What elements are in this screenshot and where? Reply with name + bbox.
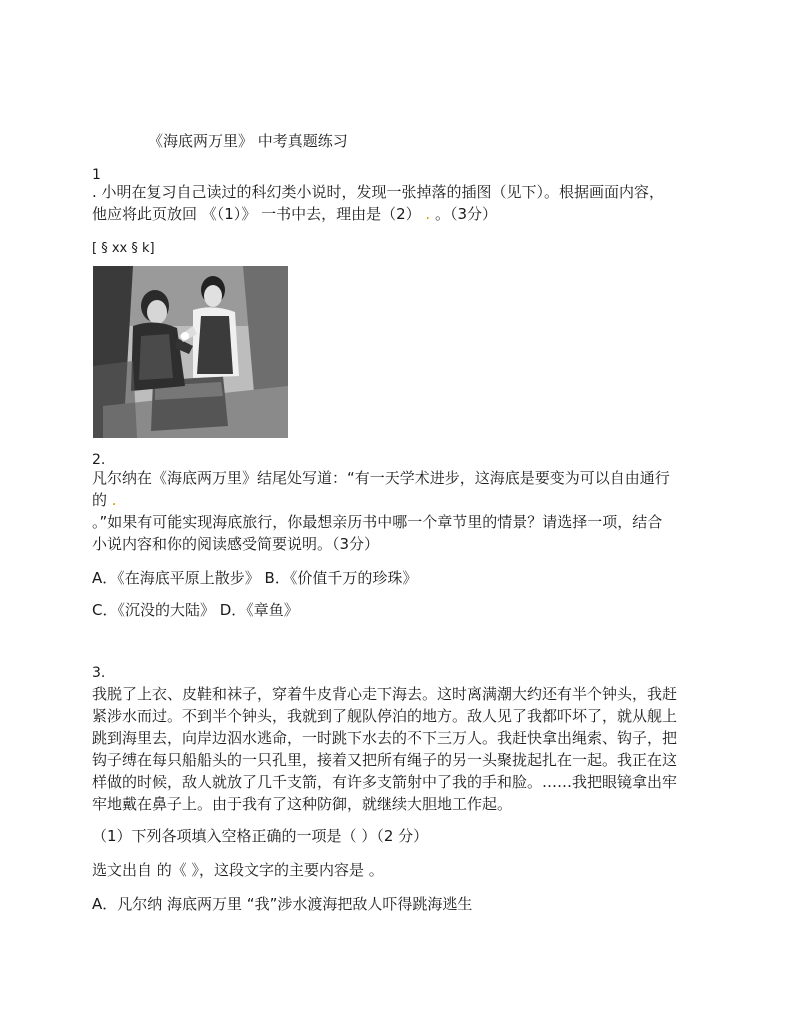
question-2-text-line-4: 小说内容和你的阅读感受简要说明。（3分） bbox=[92, 535, 380, 553]
document-title: 《海底两万里》 中考真题练习 bbox=[148, 132, 348, 150]
sub-question-1: （1）下列各项填入空格正确的一项是（ ）（2 分） bbox=[92, 827, 429, 845]
emphasis-dot: . bbox=[107, 491, 117, 509]
question-1-score: 。（3分） bbox=[430, 205, 497, 223]
question-2-text-line-1: 凡尔纳在《海底两万里》结尾处写道：“有一天学术进步，这海底是要变为可以自由通行 bbox=[92, 469, 670, 487]
engraving-image bbox=[93, 266, 288, 438]
source-tag: [ § xx § k] bbox=[92, 241, 155, 256]
emphasis-dot: . bbox=[420, 205, 431, 223]
passage-line-4: 钩子缚在每只船船头的一只孔里，接着又把所有绳子的另一头聚拢起扎在一起。我正在这 bbox=[92, 751, 678, 769]
question-2-text-line-2 bbox=[92, 489, 117, 511]
fill-blank-line: 选文出自 的《 》，这段文字的主要内容是 。 bbox=[92, 861, 384, 879]
sub-question-1-option-a: A．凡尔纳 海底两万里 “我”涉水渡海把敌人吓得跳海逃生 bbox=[92, 895, 473, 913]
passage-line-5: 样做的时候，敌人就放了几千支箭，有许多支箭射中了我的手和脸。……我把眼镜拿出牢 bbox=[92, 773, 678, 791]
passage-line-3: 跳到海里去，向岸边泅水逃命，一时跳下水去的不下三万人。我赶快拿出绳索、钩子，把 bbox=[92, 729, 678, 747]
question-1-number: 1 bbox=[92, 167, 101, 183]
question-2-text-line-2-main: 的 bbox=[92, 491, 108, 509]
question-3-number: 3. bbox=[92, 665, 106, 681]
question-2-options-ab: A．《在海底平原上散步》 B．《价值千万的珍珠》 bbox=[92, 569, 418, 587]
book-illustration bbox=[93, 266, 288, 438]
question-2-text-line-3: 。”如果有可能实现海底旅行，你最想亲历书中哪一个章节里的情景？请选择一项，结合 bbox=[92, 513, 663, 531]
question-2-options-cd: C．《沉没的大陆》 D．《章鱼》 bbox=[92, 601, 299, 619]
question-1-text-line-2 bbox=[92, 203, 497, 225]
question-2-number: 2. bbox=[92, 452, 106, 468]
passage-line-2: 紧涉水而过。不到半个钟头，我就到了舰队停泊的地方。敌人见了我都吓坏了，就从舰上 bbox=[92, 707, 678, 725]
passage-line-6: 牢地戴在鼻子上。由于我有了这种防御，就继续大胆地工作起。 bbox=[92, 795, 513, 813]
passage-line-1: 我脱了上衣、皮鞋和袜子，穿着牛皮背心走下海去。这时离满潮大约还有半个钟头，我赶 bbox=[92, 685, 678, 703]
question-1-text-line-2-main: 他应将此页放回 《（1）》 一书中去，理由是（2） bbox=[92, 205, 421, 223]
question-1-text-line-1: . 小明在复习自己读过的科幻类小说时，发现一张掉落的插图（见下）。根据画面内容， bbox=[92, 183, 665, 201]
